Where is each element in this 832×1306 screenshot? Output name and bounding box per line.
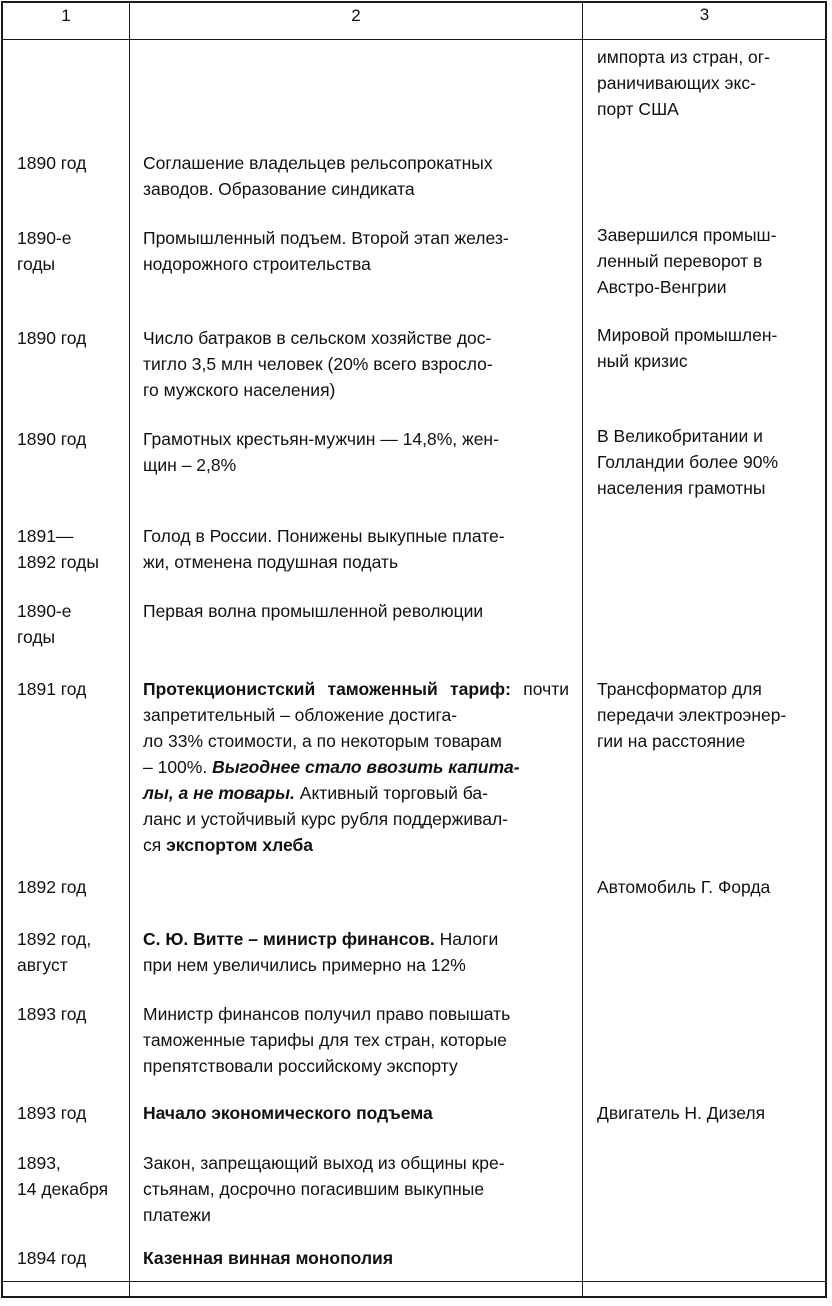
- row-8-col-3: Автомобиль Г. Форда: [597, 877, 771, 897]
- row-8-col-1: 1892 год: [17, 877, 87, 897]
- row-11-col-1: 1893 год: [17, 1103, 87, 1123]
- row-5-col-1: 1891— 1892 годы: [17, 526, 99, 572]
- row-7-text-b: Активный торговый ба- ланс и устойчивый курс рубля поддерживал- ся: [143, 783, 508, 855]
- row-4-col-3: В Великобритании и Голландии более 90% населения грамотны: [597, 426, 779, 498]
- row-5-col-2: Голод в России. Понижены выкупные плате- жи, отменена подушная подать: [143, 526, 505, 572]
- row-1-col-2: Соглашение владельцев рельсопрокатных заводов. Образование синдиката: [143, 153, 493, 199]
- header-col-1: 1: [61, 6, 71, 25]
- column-divider-1: [129, 3, 130, 1296]
- row-11-col-3: Двигатель Н. Дизеля: [597, 1103, 766, 1123]
- row-3-col-2: Число батраков в сельском хозяйстве дос- тигло 3,5 млн человек (20% всего взросло- го мужского населения): [143, 328, 493, 400]
- row-2-col-1: 1890-е годы: [17, 228, 72, 274]
- row-9-text: Налоги при нем увеличились примерно на 12%: [143, 929, 499, 975]
- row-7-col-1: 1891 год: [17, 679, 87, 699]
- row-13-col-1: 1894 год: [17, 1248, 87, 1268]
- row-6-col-2: Первая волна промышленной революции: [143, 601, 484, 621]
- row-12-col-1: 1893, 14 декабря: [17, 1153, 109, 1199]
- header-col-3: 3: [699, 5, 710, 24]
- row-7-col-2: [143, 676, 569, 858]
- row-7-emphasis: Выгоднее стало ввозить капита- лы, а не товары.: [143, 757, 520, 803]
- row-9-witte-title: С. Ю. Витте – министр финансов.: [143, 929, 435, 949]
- row-7-tariff-title: Протекционистский таможенный тариф:: [143, 679, 511, 699]
- header-col-2: 2: [351, 6, 361, 25]
- row-10-col-1: 1893 год: [17, 1004, 87, 1024]
- row-3-col-3: Мировой промышлен- ный кризис: [597, 325, 778, 371]
- row-1-col-1: 1890 год: [17, 153, 87, 173]
- row-11-col-2: Начало экономического подъема: [143, 1103, 433, 1123]
- row-0-col-3: импорта из стран, ог- раничивающих экс- порт США: [597, 47, 771, 119]
- bottom-divider: [3, 1281, 825, 1282]
- row-7-grain-export: экспортом хлеба: [166, 835, 314, 855]
- row-7-text-a: почти запретительный – обложение достига- ло 33% стоимости, а по некоторым товарам – 100%.: [143, 679, 569, 777]
- header-divider: [3, 39, 825, 40]
- row-12-col-2: Закон, запрещающий выход из общины кре- стьянам, досрочно погасившим выкупные платежи: [143, 1153, 505, 1225]
- column-divider-2: [582, 3, 583, 1296]
- row-2-col-2: Промышленный подъем. Второй этап желез- нодорожного строительства: [143, 228, 509, 274]
- row-3-col-1: 1890 год: [17, 328, 87, 348]
- row-2-col-3: Завершился промыш- ленный переворот в Австро-Венгрии: [597, 225, 777, 297]
- row-10-col-2: Министр финансов получил право повышать таможенные тарифы для тех стран, которые препятствовали российскому экспорту: [143, 1004, 511, 1076]
- row-4-col-2: Грамотных крестьян-мужчин — 14,8%, жен- щин – 2,8%: [143, 429, 499, 475]
- row-13-col-2: Казенная винная монополия: [143, 1248, 394, 1268]
- row-7-col-3: Трансформатор для передачи электроэнер- гии на расстояние: [597, 679, 787, 751]
- row-4-col-1: 1890 год: [17, 429, 87, 449]
- row-9-col-2: [143, 926, 569, 978]
- row-6-col-1: 1890-е годы: [17, 601, 72, 647]
- row-9-col-1: 1892 год, август: [17, 929, 92, 975]
